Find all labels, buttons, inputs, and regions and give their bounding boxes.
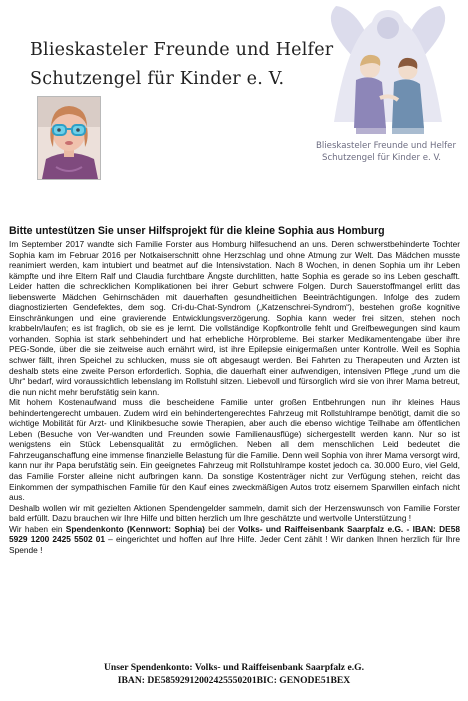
logo-caption [316, 140, 466, 164]
article-paragraph-1: Im September 2017 wandte sich Familie Forster aus Homburg hilfesuchend an uns. Deren schwerstbehinderte Tochter Sophia kam im Februar 2016 per Notkaiserschnitt ohne Herzschlag und ohne Atmung zur Welt. Das Mädchen musste reanimiert werden, kam intubiert und beatmet auf die Intensivstation. Nach 8 Wochen, in denen Sophia um ihr Leben kämpfte und ihre Eltern Ralf und Claudia furchtbare Ängste durchlitten, hatte Sophia es gerade so ins Leben geschafft. Leider hatten die schrecklichen Komplikationen bei ihrer Geburt schwere Folgen. Durch Sauerstoffmangel erlitt das liebenswerte Mädchen Gehirnschäden mit dauerhaften gesundheitlichen Beeinträchtigungen. Infolge des zudem diagnostizierten Gendefektes, dem sog. Cri-du-Chat-Syndrom („Katzenschrei-Syndrom“), bestehen große kognitive Einschränkungen und eine gravierende Entwicklungsverzögerung. Sophia kann weder frei sitzen, stehen noch krabbeln/laufen; es ist fraglich, ob sie es je lernt. Die vollständige Kopfkontrolle fehlt und Greifbewegungen sind kaum vorhanden. Sophia ist stark sehbehindert und hat erhebliche Hörprobleme. Bei starker Medikamentengabe über ihre PEG-Sonde, über die sie zeitweise auch ernährt wird, ist ihre Epilepsie einigermaßen unter Kontrolle. Weil es Sophia schwer fällt, ihren Speichel zu schlucken, muss sie oft abgesaugt werden. Bei Fahrten zu Therapeuten und Ärzten ist deshalb stets eine zweite Person erforderlich. Sophia, die dauerhaft einer aufwendigen, intensiven Pflege „rund um die Uhr“ bedarf, wird voraussichtlich lebenslang im Rollstuhl sitzen. Liebevoll und fürsorglich wird sie von ihrer Mama betreut, die nun nicht mehr berufstätig sein kann. [9, 239, 460, 397]
footer-bank-line: Unser Spendenkonto: Volks- und Raiffeisenbank Saarpfalz e.G. [104, 662, 364, 673]
paragraph-4-text-e: – eingerichtet und hoffen auf Ihre Hilfe. Jeder Cent zählt ! Wir danken Ihnen herzlich für Ihre Spende ! [9, 534, 460, 555]
organization-title-line2: Schutzengel für Kinder e. V. [30, 69, 285, 89]
footer-iban-line: IBAN: DE58592912002425550201BIC: GENODE51BEX [117, 674, 351, 686]
article-paragraph-2: Mit hohem Kostenaufwand muss die bescheidene Familie unter großen Entbehrungen nun ihr kleines Haus behindertengerecht umbauen. Zudem wird ein behindertengerechtes Fahrzeug mit Rollstuhlrampe benötigt, damit die so wichtige Mobilität für Arzt- und Klinikbesuche sowie Therapien, aber auch die ebenso wichtige Teilhabe am öffentlichen Leben (Besuche von Ver-wandten und Freunden sowie Familienausflüge) sichergestellt werden kann. Nur so ist wenigstens ein Stück Lebensqualität zu ermöglichen. Neben all dem menschlichen Leid bedeutet die Fahrzeuganschaffung eine immense finanzielle Belastung für die Familie. Denn weil Sophia von ihrer Mama versorgt wird, kann nur ihr Papa berufstätig sein. Ein geeignetes Fahrzeug mit Rollstuhlrampe kostet jedoch ca. 30.000 Euro, viel Geld, das Familie Forster alleine nicht aufbringen kann. Da sonstige Kostenträger nicht zur Verfügung stehen, reicht das Einkommen der sympathischen Familie für den Kauf eines zweckmäßigen Autos trotz eisernem Sparwillen einfach nicht aus. [9, 397, 460, 503]
donation-bank-details: Volks- und Raiffeisenbank Saarpfalz e.G. - IBAN: DE58 5929 1200 2425 5502 01 [9, 523, 460, 545]
paragraph-4-text-a: Wir haben ein [9, 523, 66, 534]
article-headline: Bitte untestützen Sie unser Hilfsprojekt für die kleine Sophia aus Homburg [9, 225, 385, 237]
logo-caption-line1: Blieskasteler Freunde und Helfer [316, 141, 456, 151]
donation-account-keyword: Spendenkonto (Kennwort: Sophia) [65, 523, 205, 534]
organization-title [30, 36, 334, 94]
logo-caption-line2: Schutzengel für Kinder e. V. [322, 153, 442, 163]
donation-footer [0, 662, 468, 687]
article-paragraph-3: Deshalb wollen wir mit gezielten Aktionen Spendengelder sammeln, damit sich der Herzenswunsch von Familie Forster bald erfüllt. Dazu brauchen wir Ihre Hilfe und bitten herzlich um Ihre geschätzte und wertvolle Unterstützung ! [9, 502, 460, 524]
organization-title-line1: Blieskasteler Freunde und Helfer [30, 40, 334, 60]
article-paragraph-4 [9, 524, 460, 556]
article-body [9, 239, 460, 555]
paragraph-4-text-c: bei der [204, 523, 239, 534]
child-photo [37, 96, 101, 180]
